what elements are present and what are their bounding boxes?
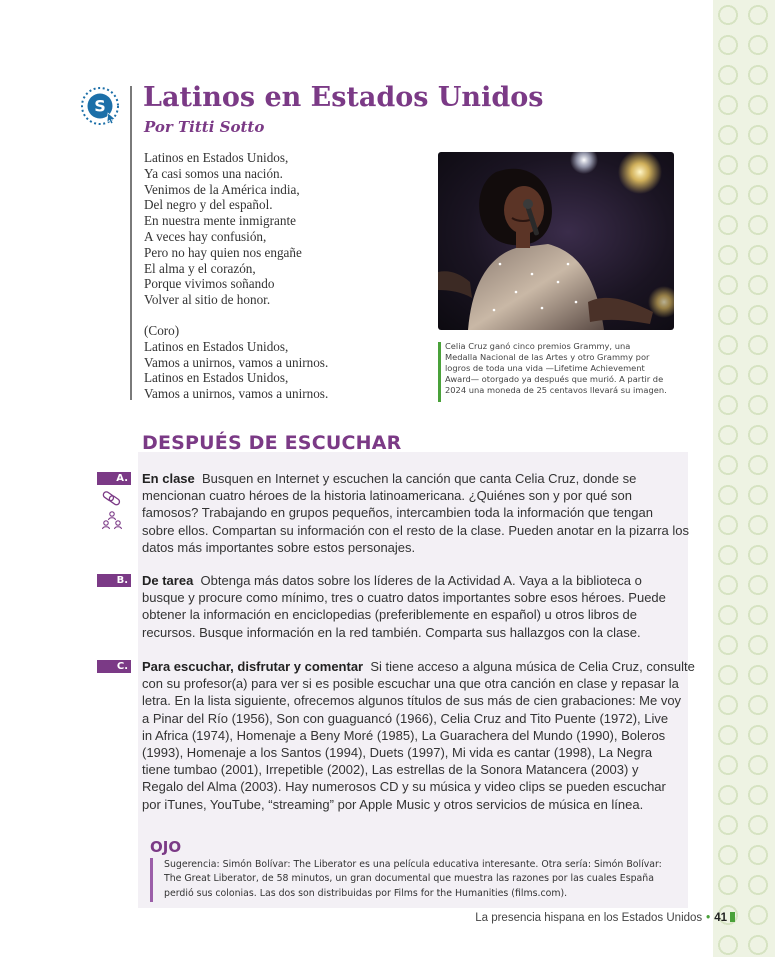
caption-line: Celia Cruz ganó cinco premios Grammy, una [445, 341, 631, 351]
group-icon [103, 512, 122, 529]
caption-line: Medalla Nacional de las Artes y otro Grammy por [445, 351, 650, 362]
ojo-line: perdió sus colonias. Las dos son distribuidas por Films for the Humanities (films.com). [164, 887, 568, 899]
lyric-line: Latinos en Estados Unidos, [144, 150, 289, 165]
activity-c-lead: Para escuchar, disfrutar y comentar [142, 659, 364, 674]
title-divider [130, 86, 132, 400]
activity-line: Obtenga más datos sobre los líderes de la Actividad A. Vaya a la biblioteca o [200, 573, 642, 588]
lyric-line: El alma y el corazón, [144, 260, 256, 276]
decorative-side-pattern [713, 0, 775, 957]
lyric-line: Pero no hay quien nos engañe [144, 244, 302, 260]
lyric-line: Ya casi somos una nación. [144, 165, 283, 181]
svg-text:S: S [94, 96, 106, 116]
activity-b-lead: De tarea [142, 573, 194, 588]
activity-line: (1993), Homenaje a los Santos (1994), Duets (1997), Mi vida es cantar (1998), La Negra [142, 745, 653, 761]
ojo-heading: OJO [150, 838, 182, 856]
activity-line: Regalo del Alma (2003). Hay numerosos CD y su música y video clips se pueden escuchar [142, 779, 666, 795]
caption-line: 2024 una moneda de 25 centavos llevará su imagen. [445, 384, 667, 395]
activity-line: Busquen en Internet y escuchen la canción que canta Celia Cruz, donde se [202, 471, 637, 486]
lyric-line: En nuestra mente inmigrante [144, 213, 296, 229]
activity-line: tiene tumbao (2001), Irrepetible (2002), Las estrellas de la Sonora Matancera (2003) y [142, 762, 639, 778]
activity-c [142, 658, 695, 813]
chorus-line: Vamos a unirnos, vamos a unirnos. [144, 386, 329, 402]
chorus-line: Vamos a unirnos, vamos a unirnos. [144, 354, 329, 370]
activity-line: recursos. Busque información en la red también. Comparta sus hallazgos con la clase. [142, 624, 641, 640]
song-lyrics [144, 150, 424, 402]
activity-line: con su profesor(a) para ver si es posible escuchar una que otra canción en clase y repasar la [142, 676, 679, 692]
photo-caption [445, 341, 675, 396]
link-icon [102, 491, 120, 506]
caption-accent-bar [438, 342, 441, 402]
activity-b [142, 572, 664, 641]
activity-line: obtener la información en enciclopedias (preferiblemente en español) u otros libros de [142, 607, 638, 623]
footer-separator: • [706, 912, 711, 924]
chorus-line: Latinos en Estados Unidos, [144, 338, 289, 354]
lyric-line: Venimos de la América india, [144, 181, 300, 197]
activity-line: famosos? Trabajando en grupos pequeños, intercambien toda la información que tengan [142, 505, 653, 521]
audio-logo-icon [80, 86, 120, 126]
activity-line: mencionan cuatro héroes de la historia latinoamericana. ¿Quiénes son y por qué son [142, 488, 632, 504]
chorus-line: Latinos en Estados Unidos, [144, 370, 289, 386]
activity-line: Si tiene acceso a alguna música de Celia Cruz, consulte [370, 659, 695, 674]
ojo-accent-bar [150, 858, 153, 902]
lyric-line: Del negro y del español. [144, 197, 273, 213]
celia-cruz-photo [438, 152, 674, 330]
lyric-line: Volver al sitio de honor. [144, 292, 271, 308]
activity-c-badge: C. [97, 660, 131, 673]
activity-a [142, 470, 690, 556]
activity-line: letra. En la lista siguiente, ofrecemos algunos títulos de sus más de cien grabaciones: Me voy [142, 693, 682, 709]
lyric-line: A veces hay confusión, [144, 228, 267, 244]
activity-a-lead: En clase [142, 471, 195, 486]
footer-text: La presencia hispana en los Estados Unidos [475, 912, 703, 924]
author-byline: Por Titti Sotto [144, 118, 265, 136]
activity-line: a Pinar del Río (1956), Son con guaguancó (1966), Celia Cruz and Tito Puente (1972), Live [142, 710, 669, 726]
page-title: Latinos en Estados Unidos [143, 82, 544, 113]
page-number: 41 [714, 912, 727, 924]
activity-line: por iTunes, YouTube, “streaming” por Apple Music y otros servicios de música en línea. [142, 796, 644, 812]
chorus-label: (Coro) [144, 322, 180, 338]
activity-line: datos más importantes sobre estos personajes. [142, 539, 416, 555]
activity-a-badge: A. [97, 472, 131, 485]
caption-line: logros de toda una vida —Lifetime Achievement [445, 362, 645, 373]
activity-line: sobre ellos. Compartan su información con el resto de la clase. Pueden anotar en la pizarra los [142, 522, 690, 538]
activity-line: in Africa (1974), Homenaje a Beny Moré (1985), La Guarachera del Mundo (1990), Boleros [142, 727, 666, 743]
section-heading: DESPUÉS DE ESCUCHAR [142, 432, 402, 454]
caption-line: Award— otorgado ya después que murió. A partir de [445, 373, 664, 384]
ojo-note [164, 858, 664, 901]
activity-a-icons [100, 490, 124, 541]
activity-line: busque y procure como mínimo, tres o cuatro datos importantes sobre esos héroes. Puede [142, 590, 666, 606]
ojo-line: The Great Liberator, de 58 minutos, un gran documental que muestra las razones por las cuales España [164, 873, 654, 885]
page-marker [730, 912, 735, 922]
ojo-line: Sugerencia: Simón Bolívar: The Liberator es una película educativa interesante. Otra sería: Simón Bolívar: [164, 859, 662, 870]
page-footer [475, 912, 735, 924]
activity-b-badge: B. [97, 574, 131, 587]
lyric-line: Porque vivimos soñando [144, 276, 275, 292]
